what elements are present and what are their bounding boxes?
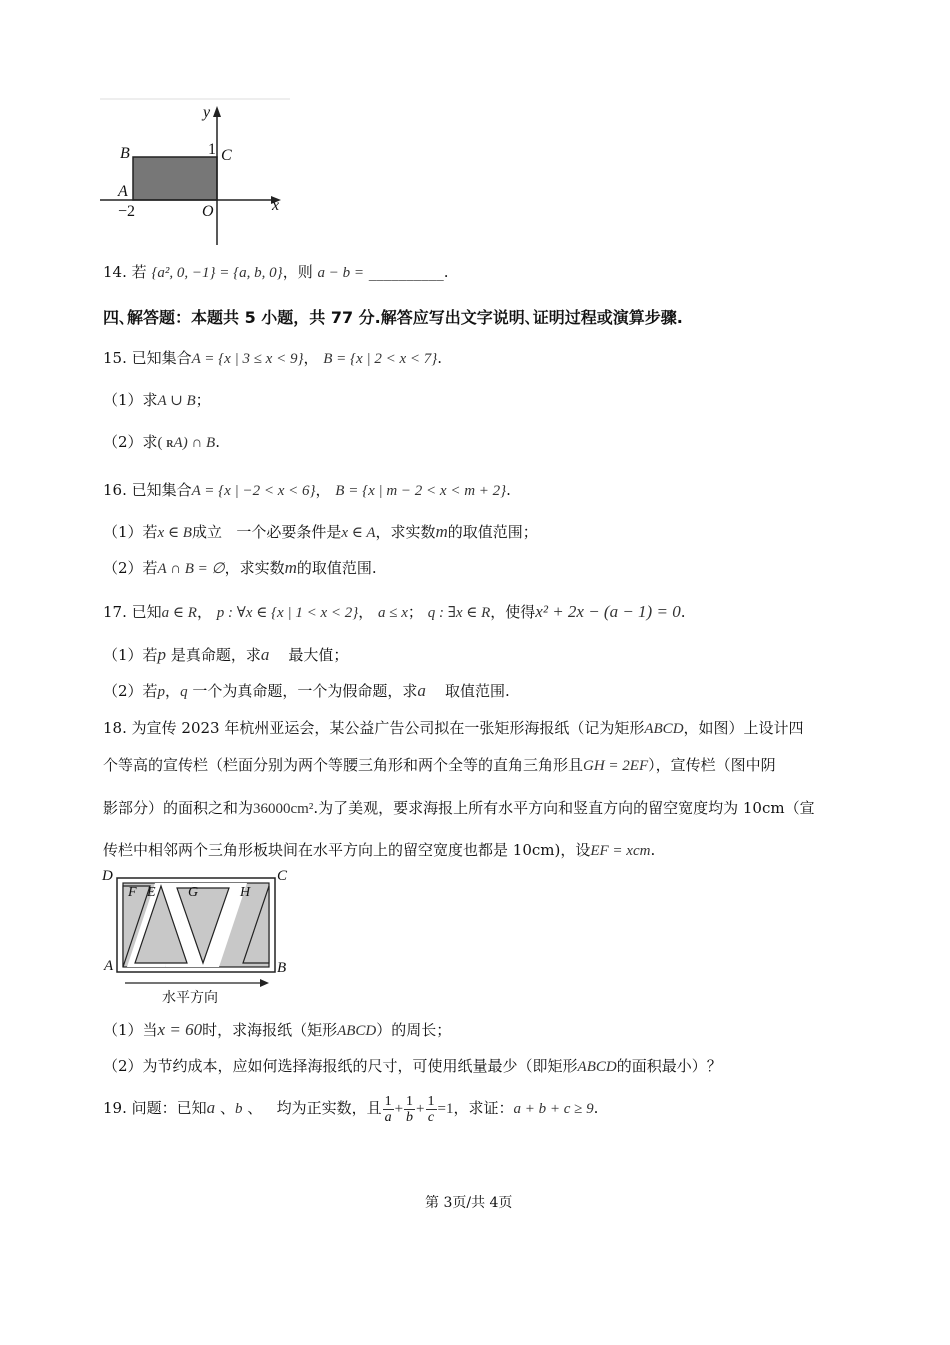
- frac1-num: 1: [384, 1093, 392, 1109]
- q18-p2-a: （2）为节约成本，应如何选择海报纸的尺寸，可使用纸量最少（即矩形: [103, 1057, 578, 1075]
- frac3-den: c: [427, 1109, 435, 1125]
- q18-line2-b: ），宣传栏（图中阴: [648, 756, 776, 774]
- q16-p2-a: （2）若: [103, 559, 158, 577]
- q17-part-2: [103, 681, 510, 702]
- label-C: C: [221, 147, 232, 164]
- horizontal-arrow-head: [260, 979, 269, 987]
- q18-line1-m: ABCD: [644, 721, 684, 737]
- q16-p1-d: ，求实数: [375, 523, 436, 541]
- q18-p1-m: x = 60: [157, 1020, 203, 1039]
- q18-p1-m2: ABCD: [337, 1023, 377, 1039]
- q17-p2-b: ，: [165, 682, 181, 700]
- q16-p1-m3: m: [435, 522, 448, 541]
- q19-number: 19.: [103, 1099, 127, 1117]
- q18-line1-b: ，如图）上设计四: [683, 719, 804, 737]
- q17-p2-m2: q: [180, 684, 188, 700]
- q19-c: ，求证：: [453, 1099, 514, 1117]
- q18-p2-b: 的面积最小）？: [616, 1057, 722, 1075]
- y-axis-arrow: [213, 106, 221, 117]
- q18-line2-a: 个等高的宣传栏（栏面分别为两个等腰三角形和两个全等的直角三角形且: [103, 756, 584, 774]
- q17-part-1: [103, 645, 348, 665]
- q15-text: 已知集合: [131, 349, 192, 367]
- question-16: [103, 480, 511, 501]
- q17-sep4: ，使得: [490, 603, 536, 621]
- q18-line3-a: 影部分）的面积之和为: [103, 799, 254, 817]
- q19-plus2: +: [416, 1101, 425, 1117]
- q16-p2-m1: A ∩ B = ∅: [157, 561, 225, 577]
- q18-p2-m: ABCD: [577, 1059, 617, 1075]
- q17-sep3: ；: [407, 603, 423, 621]
- q18-line2-m: GH = 2EF: [583, 758, 649, 774]
- question-17: [103, 602, 685, 623]
- q16-number: 16.: [103, 481, 127, 499]
- q16-text: 已知集合: [131, 481, 192, 499]
- q18-line1-a: 为宣传 2023 年杭州亚运会，某公益广告公司拟在一张矩形海报纸（记为矩形: [131, 719, 645, 737]
- shaded-rectangle: [133, 157, 217, 200]
- fraction-1-over-c: [426, 1094, 437, 1125]
- q17-p2-m3: a: [417, 681, 426, 700]
- question-18-line-3: [103, 798, 815, 819]
- q18-line4-m: EF = xcm: [590, 843, 651, 859]
- q17-p1-a: （1）若: [103, 646, 158, 664]
- label-B2: B: [277, 960, 287, 976]
- q19-end: .: [593, 1099, 599, 1117]
- q16-p1-m2: x ∈ A: [341, 525, 376, 541]
- q15-p2-math: A) ∩ B: [173, 435, 216, 451]
- q17-m5: x² + 2x − (a − 1) = 0: [535, 602, 681, 621]
- q14-expression: a − b =: [317, 265, 364, 281]
- question-15: [103, 348, 442, 369]
- q15-end: .: [437, 349, 443, 367]
- q17-m3: a ≤ x: [378, 605, 408, 621]
- q16-p1-c: 一个必要条件是: [236, 523, 342, 541]
- q15-p2-end: .: [215, 433, 220, 451]
- label-x: x: [272, 197, 280, 214]
- section-4-heading: 四､解答题：本题共 5 小题，共 77 分.解答应写出文字说明､证明过程或演算步骤.: [103, 308, 683, 327]
- q14-answer-blank: __________.: [368, 263, 449, 281]
- q15-part-2: [103, 432, 220, 455]
- label-neg-two: −2: [118, 203, 136, 220]
- q15-p2-complement-sub: R: [166, 439, 174, 450]
- q17-p2-m: p: [157, 684, 166, 700]
- label-D: D: [102, 868, 113, 884]
- question-18-line-2: [103, 755, 776, 776]
- q14-set-equation: {a², 0, −1} = {a, b, 0}: [151, 265, 283, 281]
- q15-p2-paren: (: [157, 435, 167, 451]
- q15-set-B: B = {x | 2 < x < 7}: [323, 351, 438, 367]
- label-y: y: [203, 104, 211, 121]
- q16-part-2: [103, 558, 377, 579]
- q16-p1-b: 成立: [191, 523, 222, 541]
- q16-p1-e: 的取值范围；: [447, 523, 538, 541]
- q18-part-1: [103, 1020, 451, 1041]
- label-B: B: [120, 145, 130, 162]
- q16-end: .: [506, 481, 511, 499]
- q18-line4-a: 传栏中相邻两个三角形板块间在水平方向上的留空宽度也都是 10cm)，设: [103, 841, 591, 859]
- q17-m2: p : ∀x ∈ {x | 1 < x < 2}: [216, 605, 359, 621]
- q16-p2-b: ，求实数: [224, 559, 285, 577]
- q15-p1-end: ；: [195, 391, 211, 409]
- q16-set-B: B = {x | m − 2 < x < m + 2}: [335, 483, 507, 499]
- fraction-1-over-a: [383, 1094, 394, 1125]
- q17-sep2: ，: [358, 603, 374, 621]
- label-A: A: [118, 183, 128, 200]
- fraction-1-over-b: [404, 1094, 415, 1125]
- label-F: F: [128, 885, 137, 900]
- q15-sep: ，: [303, 349, 319, 367]
- q19-eq: =1: [437, 1101, 454, 1117]
- q17-p2-a: （2）若: [103, 682, 158, 700]
- q18-line3-m: 36000cm²: [253, 801, 314, 817]
- q18-part-2: [103, 1056, 722, 1077]
- q15-number: 15.: [103, 349, 127, 367]
- question-14: [103, 262, 449, 283]
- q19-b: 均为正实数，且: [276, 1099, 382, 1117]
- q15-set-A: A = {x | 3 ≤ x < 9}: [191, 351, 304, 367]
- q17-p1-m2: a: [260, 645, 270, 664]
- q18-line3-b: .为了美观，要求海报上所有水平方向和竖直方向的留空宽度均为 10cm（宣: [313, 799, 815, 817]
- question-19: [103, 1088, 598, 1129]
- q17-m1: a ∈ R: [161, 605, 197, 621]
- q18-line4-b: .: [650, 841, 656, 859]
- frac1-den: a: [384, 1109, 392, 1125]
- q19-m2: b: [234, 1101, 243, 1117]
- q16-p2-m2: m: [284, 558, 297, 577]
- q17-p2-c: 一个为真命题，一个为假命题，求: [192, 682, 418, 700]
- q19-sep2: 、: [247, 1099, 263, 1117]
- q17-m4: q : ∃x ∈ R: [427, 605, 491, 621]
- q19-m3: a + b + c ≥ 9: [513, 1101, 594, 1117]
- q17-number: 17.: [103, 603, 127, 621]
- q18-p1-c: ）的周长；: [376, 1021, 452, 1039]
- question-18-line-1: [103, 718, 804, 739]
- question-18-line-4: [103, 840, 655, 861]
- label-G: G: [188, 885, 199, 900]
- q14-number: 14.: [103, 263, 127, 281]
- q16-p1-m1: x ∈ B: [157, 525, 192, 541]
- label-O: O: [202, 203, 214, 220]
- q19-a: 问题：已知: [131, 1099, 207, 1117]
- q19-m1: a: [206, 1098, 216, 1117]
- q17-p1-b: 是真命题，求: [170, 646, 261, 664]
- frac3-num: 1: [427, 1093, 435, 1109]
- label-A2: A: [104, 958, 114, 974]
- q14-after: ，则: [282, 263, 313, 281]
- coordinate-figure: [95, 95, 295, 250]
- q16-set-A: A = {x | −2 < x < 6}: [191, 483, 316, 499]
- q17-p1-c: 最大值；: [288, 646, 349, 664]
- q15-p1-math: A ∪ B: [157, 393, 196, 409]
- q18-number: 18.: [103, 719, 127, 737]
- q15-part-1: [103, 390, 211, 411]
- label-C2: C: [277, 868, 288, 884]
- horizontal-direction-caption: 水平方向: [162, 990, 218, 1006]
- q19-plus1: +: [394, 1101, 404, 1117]
- q17-end: .: [680, 603, 686, 621]
- q17-text: 已知: [131, 603, 162, 621]
- frac2-num: 1: [406, 1093, 414, 1109]
- label-one: 1: [208, 141, 216, 158]
- q17-p1-m: p: [157, 645, 167, 664]
- label-H: H: [240, 885, 251, 900]
- q18-p1-a: （1）当: [103, 1021, 158, 1039]
- q16-part-1: [103, 522, 538, 543]
- q15-p1-label: （1）求: [103, 391, 158, 409]
- q17-sep1: ，: [196, 603, 212, 621]
- frac2-den: b: [406, 1109, 414, 1125]
- page-footer: 第 3页/共 4页: [425, 1195, 513, 1211]
- q19-sep1: 、: [219, 1099, 235, 1117]
- q18-p1-b: 时，求海报纸（矩形: [202, 1021, 338, 1039]
- q16-sep: ，: [315, 481, 331, 499]
- q17-p2-d: 取值范围.: [444, 682, 510, 700]
- q16-p2-c: 的取值范围.: [296, 559, 377, 577]
- label-E: E: [147, 885, 156, 900]
- q16-p1-a: （1）若: [103, 523, 158, 541]
- q15-p2-label: （2）求: [103, 433, 158, 451]
- q14-text: 若: [131, 263, 147, 281]
